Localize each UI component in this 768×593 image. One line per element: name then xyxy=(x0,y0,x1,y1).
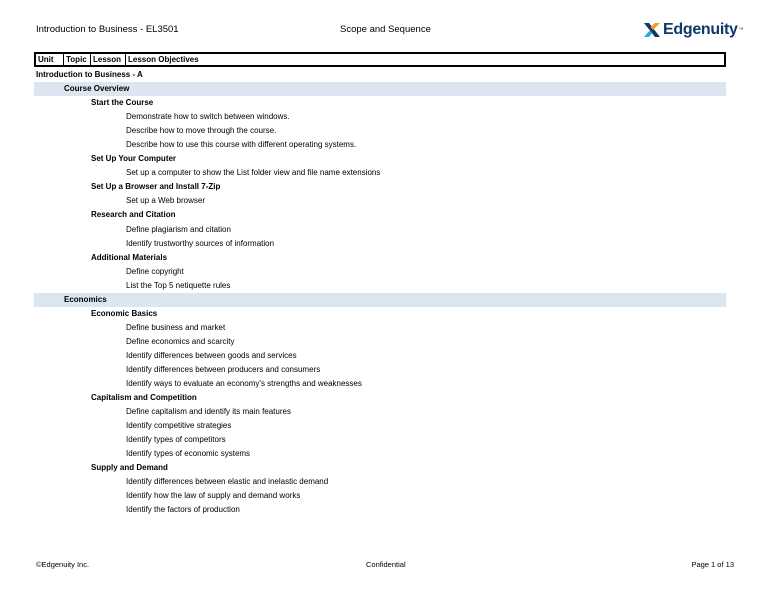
logo-trademark: ™ xyxy=(738,27,744,33)
objective-row: Define capitalism and identify its main features xyxy=(126,407,291,417)
objective-row: Describe how to use this course with different operating systems. xyxy=(126,140,357,150)
footer-copyright: ©Edgenuity Inc. xyxy=(36,560,90,569)
lesson-row: Set Up Your Computer xyxy=(91,154,177,164)
lesson-row: Research and Citation xyxy=(91,210,176,220)
column-header-lesson-objectives: Lesson Objectives xyxy=(128,55,199,64)
lesson-row: Start the Course xyxy=(91,98,154,108)
objective-row: Demonstrate how to switch between windows. xyxy=(126,112,290,122)
unit-row: Introduction to Business - A xyxy=(36,70,143,79)
objective-row: Identify trustworthy sources of information xyxy=(126,238,275,248)
lesson-row: Economic Basics xyxy=(91,308,158,318)
lesson-row: Capitalism and Competition xyxy=(91,393,197,403)
column-header-unit: Unit xyxy=(36,54,64,65)
objective-row: Identify types of competitors xyxy=(126,435,226,445)
lesson-row: Set Up a Browser and Install 7-Zip xyxy=(91,182,221,192)
objective-row: Identify how the law of supply and demand works xyxy=(126,491,301,501)
column-header-topic: Topic xyxy=(64,54,91,65)
objective-row: Set up a computer to show the List folder view and file name extensions xyxy=(126,168,381,178)
objective-row: Identify ways to evaluate an economy's strengths and weaknesses xyxy=(126,379,362,389)
edgenuity-logo xyxy=(643,19,744,41)
objective-row: Identify differences between goods and services xyxy=(126,350,297,360)
objective-row: Identify differences between producers and consumers xyxy=(126,364,321,374)
logo-wordmark: Edgenuity xyxy=(663,21,738,38)
objective-row: Identify competitive strategies xyxy=(126,421,232,431)
course-title: Introduction to Business - EL3501 xyxy=(36,24,179,35)
footer-page-number: Page 1 of 13 xyxy=(691,560,734,569)
lesson-row: Additional Materials xyxy=(91,252,168,262)
objective-row: Define plagiarism and citation xyxy=(126,224,231,234)
footer-confidential: Confidential xyxy=(366,560,406,569)
topic-row: Course Overview xyxy=(34,82,726,96)
objective-row: Identify the factors of production xyxy=(126,505,240,515)
topic-row: Economics xyxy=(34,293,726,307)
lesson-row: Supply and Demand xyxy=(91,463,168,473)
scope-sequence-list xyxy=(34,68,726,518)
objective-row: Define copyright xyxy=(126,266,184,276)
objective-row: Define economics and scarcity xyxy=(126,336,235,346)
column-header-lesson: Lesson xyxy=(91,54,126,65)
objective-row: List the Top 5 netiquette rules xyxy=(126,280,231,290)
document-title: Scope and Sequence xyxy=(340,24,431,35)
table-header xyxy=(34,52,726,67)
objective-row: Identify differences between elastic and inelastic demand xyxy=(126,477,329,487)
objective-row: Set up a Web browser xyxy=(126,196,206,206)
objective-row: Identify types of economic systems xyxy=(126,449,251,459)
edgenuity-x-icon xyxy=(643,21,661,39)
objective-row: Define business and market xyxy=(126,322,226,332)
objective-row: Describe how to move through the course. xyxy=(126,126,277,136)
